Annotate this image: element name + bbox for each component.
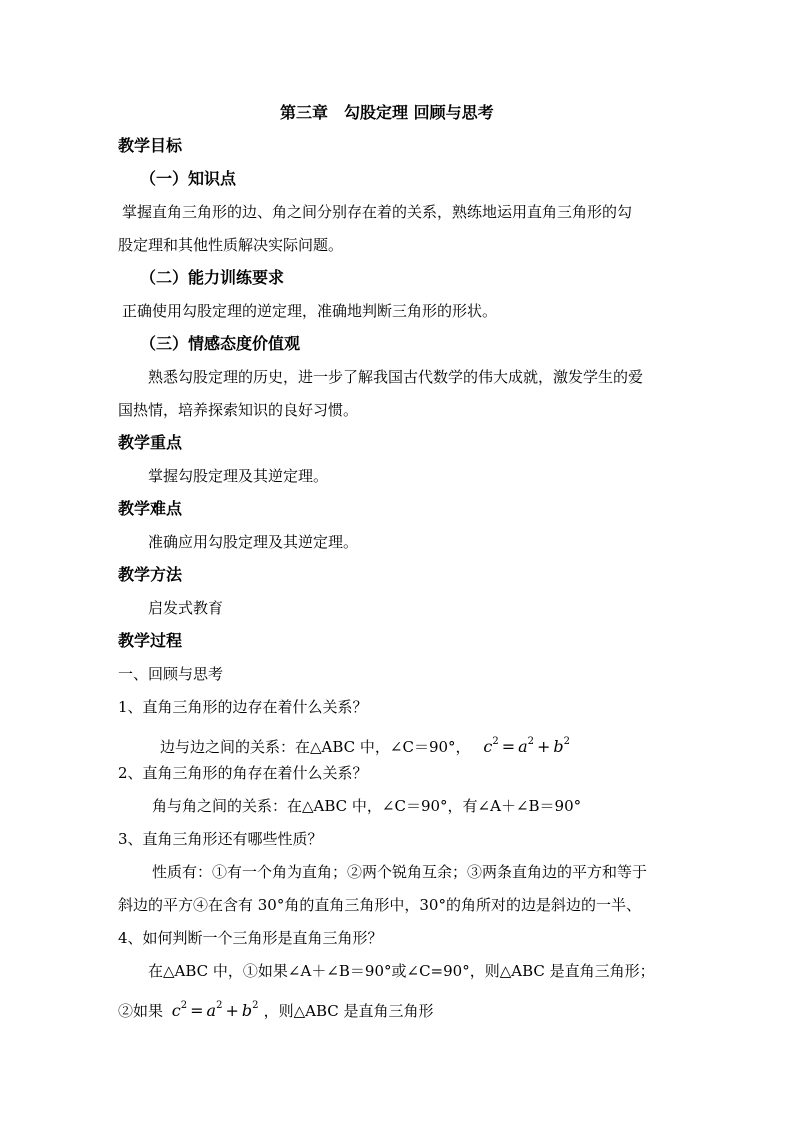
formula-b: b [241,1001,253,1020]
key-points-text: 掌握勾股定理及其逆定理。 [148,467,329,485]
formula-exp: 2 [492,736,499,747]
answer-1-text: 边与边之间的关系：在△ABC 中，∠C＝90°， [160,738,471,756]
question-1: 1、直角三角形的边存在着什么关系？ [118,698,368,716]
subheading-attitude: （三）情感态度价值观 [140,334,301,353]
heading-objectives: 教学目标 [118,136,183,155]
heading-difficulties: 教学难点 [118,499,183,518]
formula-plus: + [537,737,551,756]
subheading-ability: （二）能力训练要求 [140,268,285,287]
formula-c: c [483,737,493,756]
difficulties-text: 准确应用勾股定理及其逆定理。 [148,533,359,551]
formula-a: a [518,737,528,756]
attitude-line-2: 国热情，培养探索知识的良好习惯。 [118,401,359,419]
formula-exp: 2 [180,1000,188,1011]
formula-c: c [171,1001,181,1020]
attitude-line-1: 熟悉勾股定理的历史，进一步了解我国古代数学的伟大成就，激发学生的爱 [148,368,644,386]
question-4: 4、如何判断一个三角形是直角三角形？ [118,929,383,947]
formula-a: a [206,1001,217,1020]
formula-b: b [553,737,564,756]
knowledge-line-2: 股定理和其他性质解决实际问题。 [118,236,344,254]
process-section-title: 一、回顾与思考 [118,665,224,683]
heading-method: 教学方法 [118,565,183,584]
heading-key-points: 教学重点 [118,433,183,452]
ability-line-1: 正确使用勾股定理的逆定理，准确地判断三角形的形状。 [122,302,498,320]
answer-3-line-1: 性质有：①有一个角为直角；②两个锐角互余；③两条直角边的平方和等于 [152,863,648,881]
answer-4-suffix: ，则△ABC 是直角三角形 [263,1002,434,1020]
method-text: 启发式教育 [148,599,224,617]
question-3: 3、直角三角形还有哪些性质？ [118,830,323,848]
formula-eq: = [190,1001,204,1020]
formula-exp: 2 [527,736,535,747]
answer-1 [160,732,570,757]
pythagorean-formula-converse [172,1001,264,1020]
formula-plus: + [225,1001,239,1020]
formula-eq: = [501,737,516,756]
answer-2: 角与角之间的关系：在△ABC 中，∠C＝90°，有∠A＋∠B＝90° [152,797,582,815]
answer-4-line-2 [118,996,434,1021]
heading-process: 教学过程 [118,631,183,650]
answer-4-prefix: ②如果 [118,1002,164,1020]
formula-exp: 2 [252,1000,259,1011]
subheading-knowledge: （一）知识点 [140,169,237,188]
question-2: 2、直角三角形的角存在着什么关系？ [118,764,368,782]
page-title: 第三章 勾股定理 回顾与思考 [280,103,494,122]
pythagorean-formula [483,737,570,756]
knowledge-line-1: 掌握直角三角形的边、角之间分别存在着的关系，熟练地运用直角三角形的勾 [122,203,633,221]
formula-exp: 2 [216,1000,223,1011]
answer-3-line-2: 斜边的平方④在含有 30°角的直角三角形中，30°的角所对的边是斜边的一半、 [118,896,641,914]
answer-4-line-1: 在△ABC 中，①如果∠A＋∠B＝90°或∠C=90°，则△ABC 是直角三角形； [148,962,655,980]
formula-exp: 2 [563,736,571,747]
